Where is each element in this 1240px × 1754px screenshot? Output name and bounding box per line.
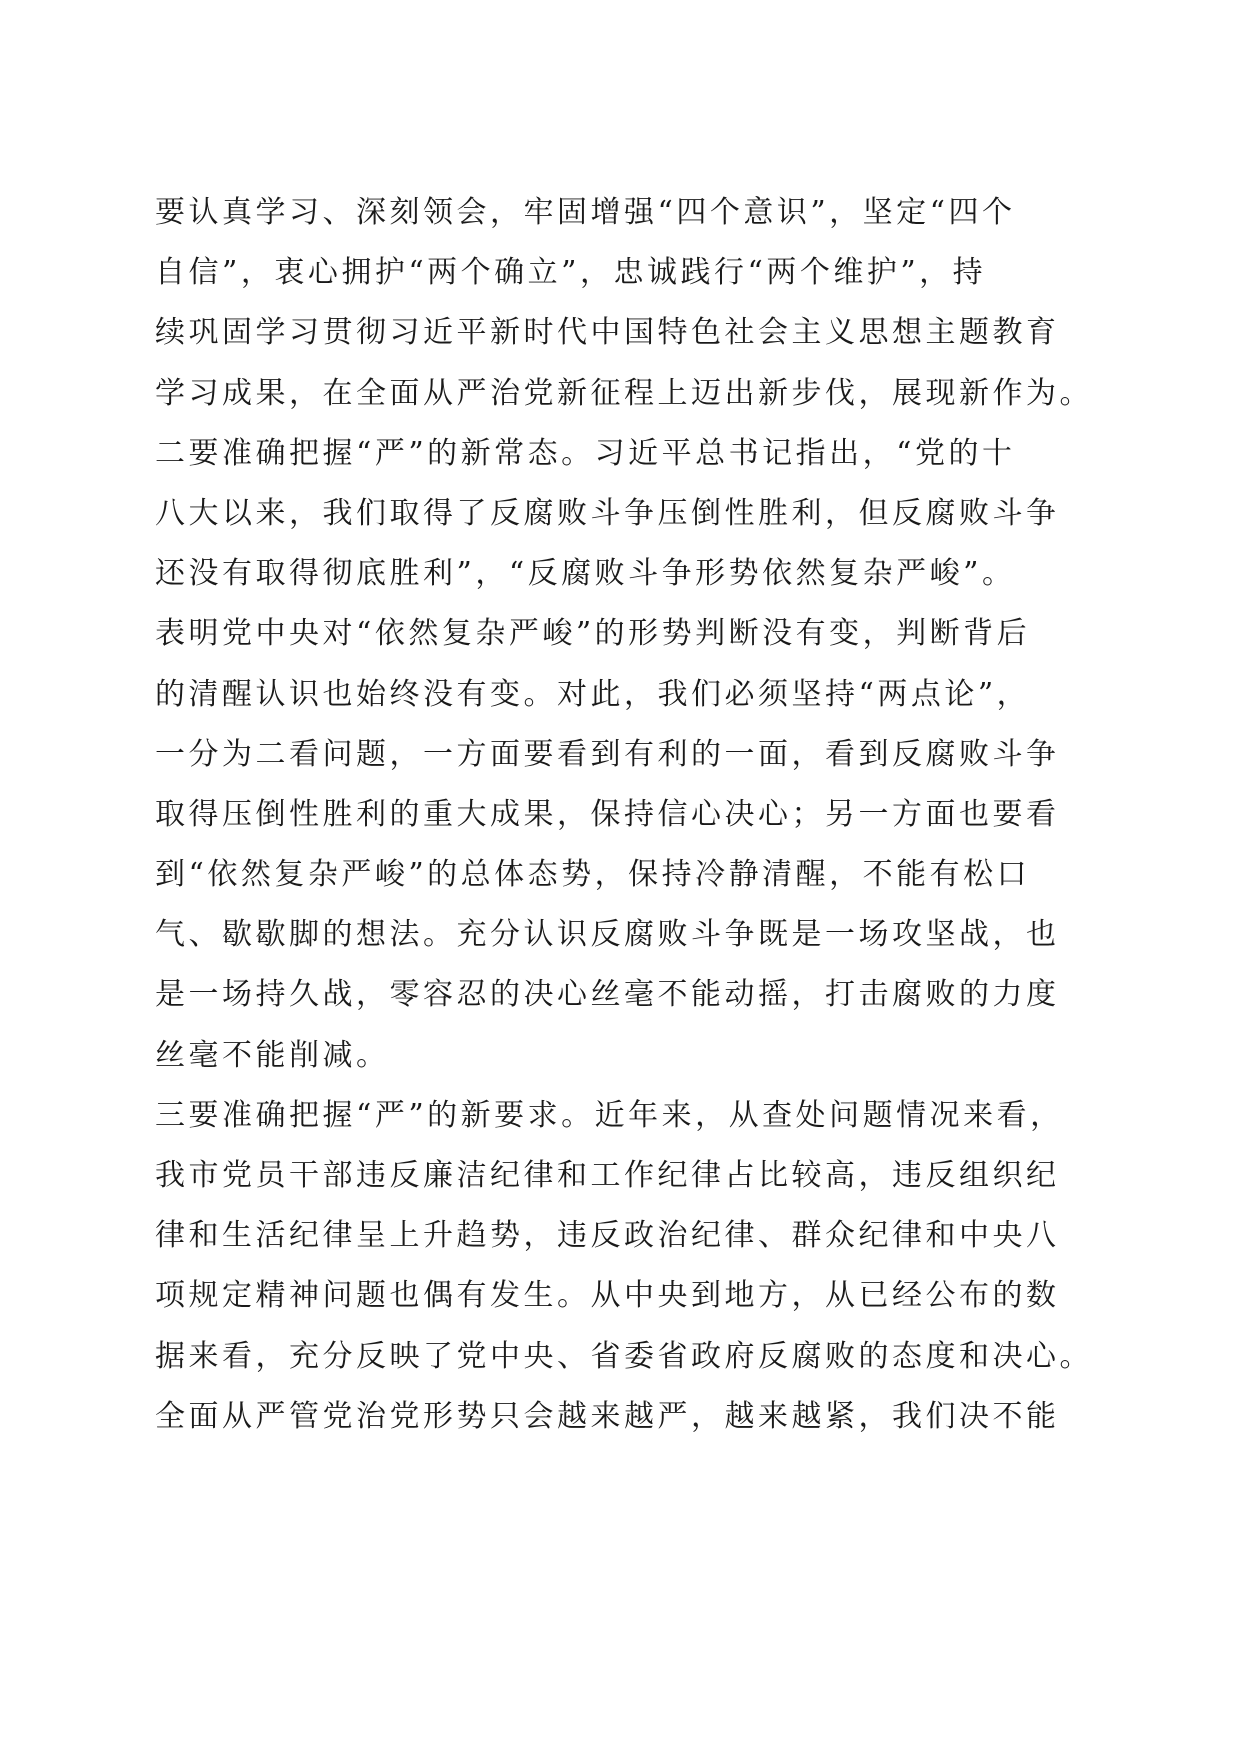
text-line: 自信”，衷心拥护“两个确立”，忠诚践行“两个维护”，持 <box>155 255 987 291</box>
text-line: 据来看，充分反映了党中央、省委省政府反腐败的态度和决心。 <box>155 1338 1093 1374</box>
text-line: 八大以来，我们取得了反腐败斗争压倒性胜利，但反腐败斗争 <box>155 495 1060 531</box>
text-line: 丝毫不能削减。 <box>155 1037 390 1073</box>
text-line: 律和生活纪律呈上升趋势，违反政治纪律、群众纪律和中央八 <box>155 1218 1060 1254</box>
text-line: 还没有取得彻底胜利”，“反腐败斗争形势依然复杂严峻”。 <box>155 556 1016 592</box>
text-line: 是一场持久战，零容忍的决心丝毫不能动摇，打击腐败的力度 <box>155 977 1060 1013</box>
text-line: 全面从严管党治党形势只会越来越严，越来越紧，我们决不能 <box>155 1398 1060 1434</box>
text-line: 气、歇歇脚的想法。充分认识反腐败斗争既是一场攻坚战，也 <box>155 917 1060 953</box>
text-line: 到“依然复杂严峻”的总体态势，保持冷静清醒，不能有松口 <box>155 857 1031 893</box>
text-line: 学习成果，在全面从严治党新征程上迈出新步伐，展现新作为。 <box>155 375 1093 411</box>
text-line: 三要准确把握“严”的新要求。近年来，从查处问题情况来看， <box>155 1097 1064 1133</box>
text-line: 续巩固学习贯彻习近平新时代中国特色社会主义思想主题教育 <box>155 315 1060 351</box>
body-text <box>155 183 1095 1447</box>
text-line: 的清醒认识也始终没有变。对此，我们必须坚持“两点论”， <box>155 676 1031 712</box>
text-line: 要认真学习、深刻领会，牢固增强“四个意识”，坚定“四个 <box>155 195 1016 230</box>
text-line: 取得压倒性胜利的重大成果，保持信心决心；另一方面也要看 <box>155 796 1060 832</box>
text-line: 二要准确把握“严”的新常态。习近平总书记指出，“党的十 <box>155 435 1016 471</box>
text-line: 表明党中央对“依然复杂严峻”的形势判断没有变，判断背后 <box>155 616 1031 652</box>
text-line: 一分为二看问题，一方面要看到有利的一面，看到反腐败斗争 <box>155 736 1060 772</box>
text-line: 我市党员干部违反廉洁纪律和工作纪律占比较高，违反组织纪 <box>155 1158 1060 1193</box>
text-line: 项规定精神问题也偶有发生。从中央到地方，从已经公布的数 <box>155 1278 1060 1314</box>
